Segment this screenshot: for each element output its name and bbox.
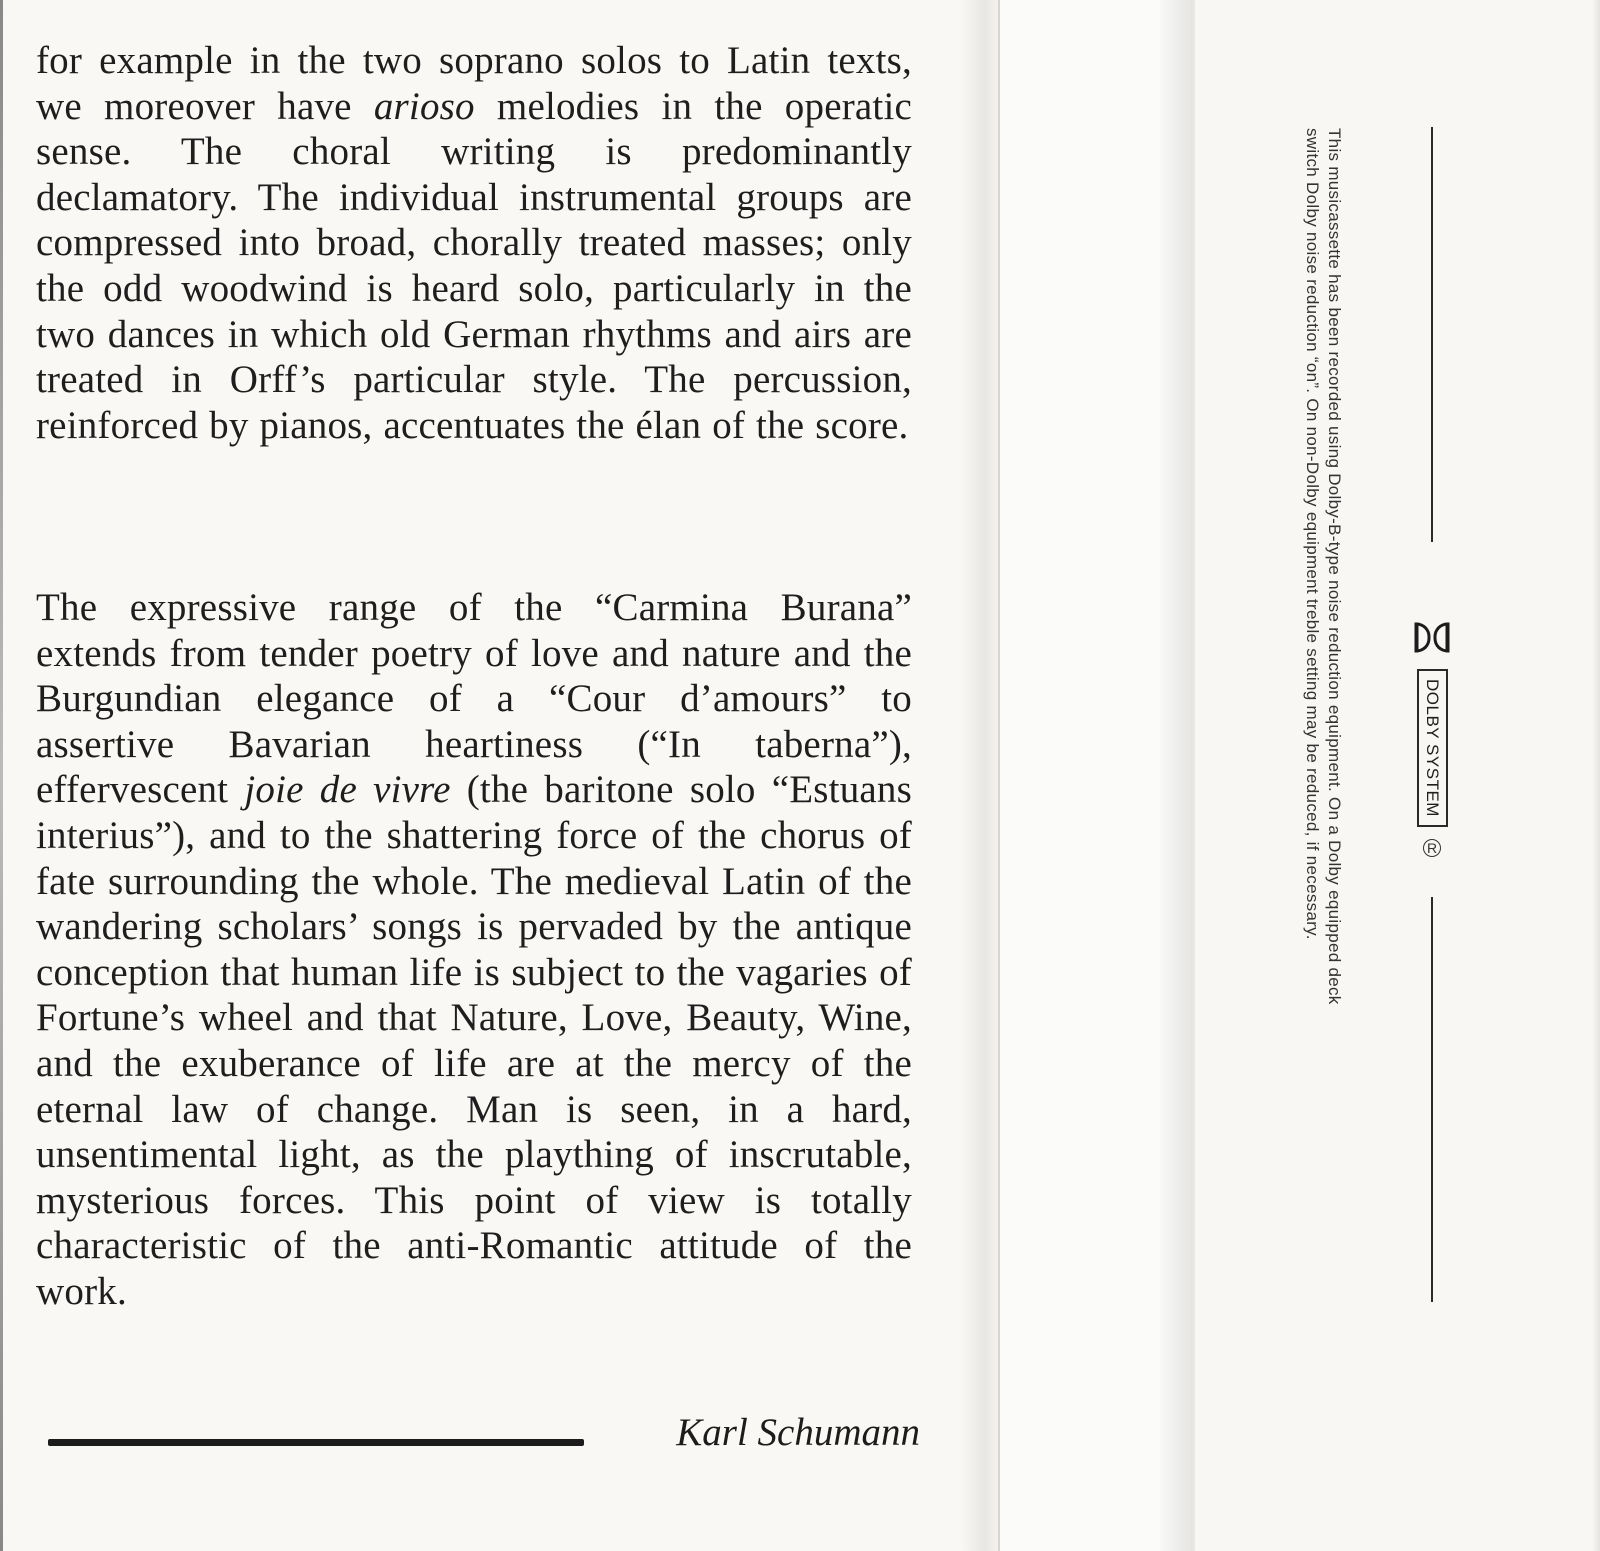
paragraph-2-part-3: (the baritone solo “Estuans interius”), and to the shattering force of the chorus of fate surrounding the whole. The medieval Latin of the wandering scholars’ songs is pervaded by the antique conception that human life is subject to the vagaries of Fortune’s wheel and that Nature, Love, Beauty, Wine, and the exuberance of life are at the mercy of the eternal law of change. Man is seen, in a hard, unsentimental light, as the plaything of inscrutable, mysterious forces. This point of view is totally characteristic of the anti-Romantic attitude of the work.	[36, 768, 912, 1313]
registered-mark-icon: R	[1424, 839, 1442, 857]
author-signature: Karl Schumann	[676, 1411, 920, 1454]
dolby-system-label: DOLBY SYSTEM	[1417, 669, 1448, 827]
dolby-logo-strip	[1417, 127, 1448, 1302]
double-d-logo-icon	[1415, 623, 1450, 653]
paragraph-1	[36, 38, 912, 448]
rule-segment	[1432, 897, 1434, 1302]
paragraph-1-italic: arioso	[373, 84, 475, 128]
signature-rule	[48, 1439, 584, 1446]
paragraph-1-part-1: for example in the two soprano solos to Latin texts, we moreover have	[36, 39, 912, 128]
paragraph-2	[36, 585, 912, 1315]
paragraph-2-part-1: The expressive range of the “Carmina Burana” extends from tender poetry of love and nature and the Burgundian elegance of a “Cour d’amours” to assertive Bavarian heartiness (“In taberna”), effervescent	[36, 586, 912, 812]
paragraph-2-italic: joie de vivre	[244, 768, 451, 812]
fold-shadow-right	[1160, 0, 1200, 1551]
dolby-notice-line-1: This musicassette has been recorded using Dolby-B-type noise reduction equipment. On a Dolby equipped deck	[1325, 128, 1344, 1005]
fold-shadow-left	[960, 0, 1000, 1551]
dolby-notice-line-2: switch Dolby noise reduction “on”. On non-Dolby equipment treble setting may be reduced, if necessary.	[1303, 128, 1322, 940]
dolby-panel	[1195, 0, 1600, 1551]
dolby-notice	[1301, 128, 1345, 1005]
paragraph-1-part-3: melodies in the operatic sense. The choral writing is predominantly declamatory. The individual instrumental groups are compressed into broad, chorally treated masses; only the odd woodwind is heard solo, particularly in the two dances in which old German rhythms and airs are treated in Orff’s particular style. The percussion, reinforced by pianos, accentuates the élan of the score.	[36, 84, 912, 447]
rule-segment	[1432, 127, 1434, 542]
